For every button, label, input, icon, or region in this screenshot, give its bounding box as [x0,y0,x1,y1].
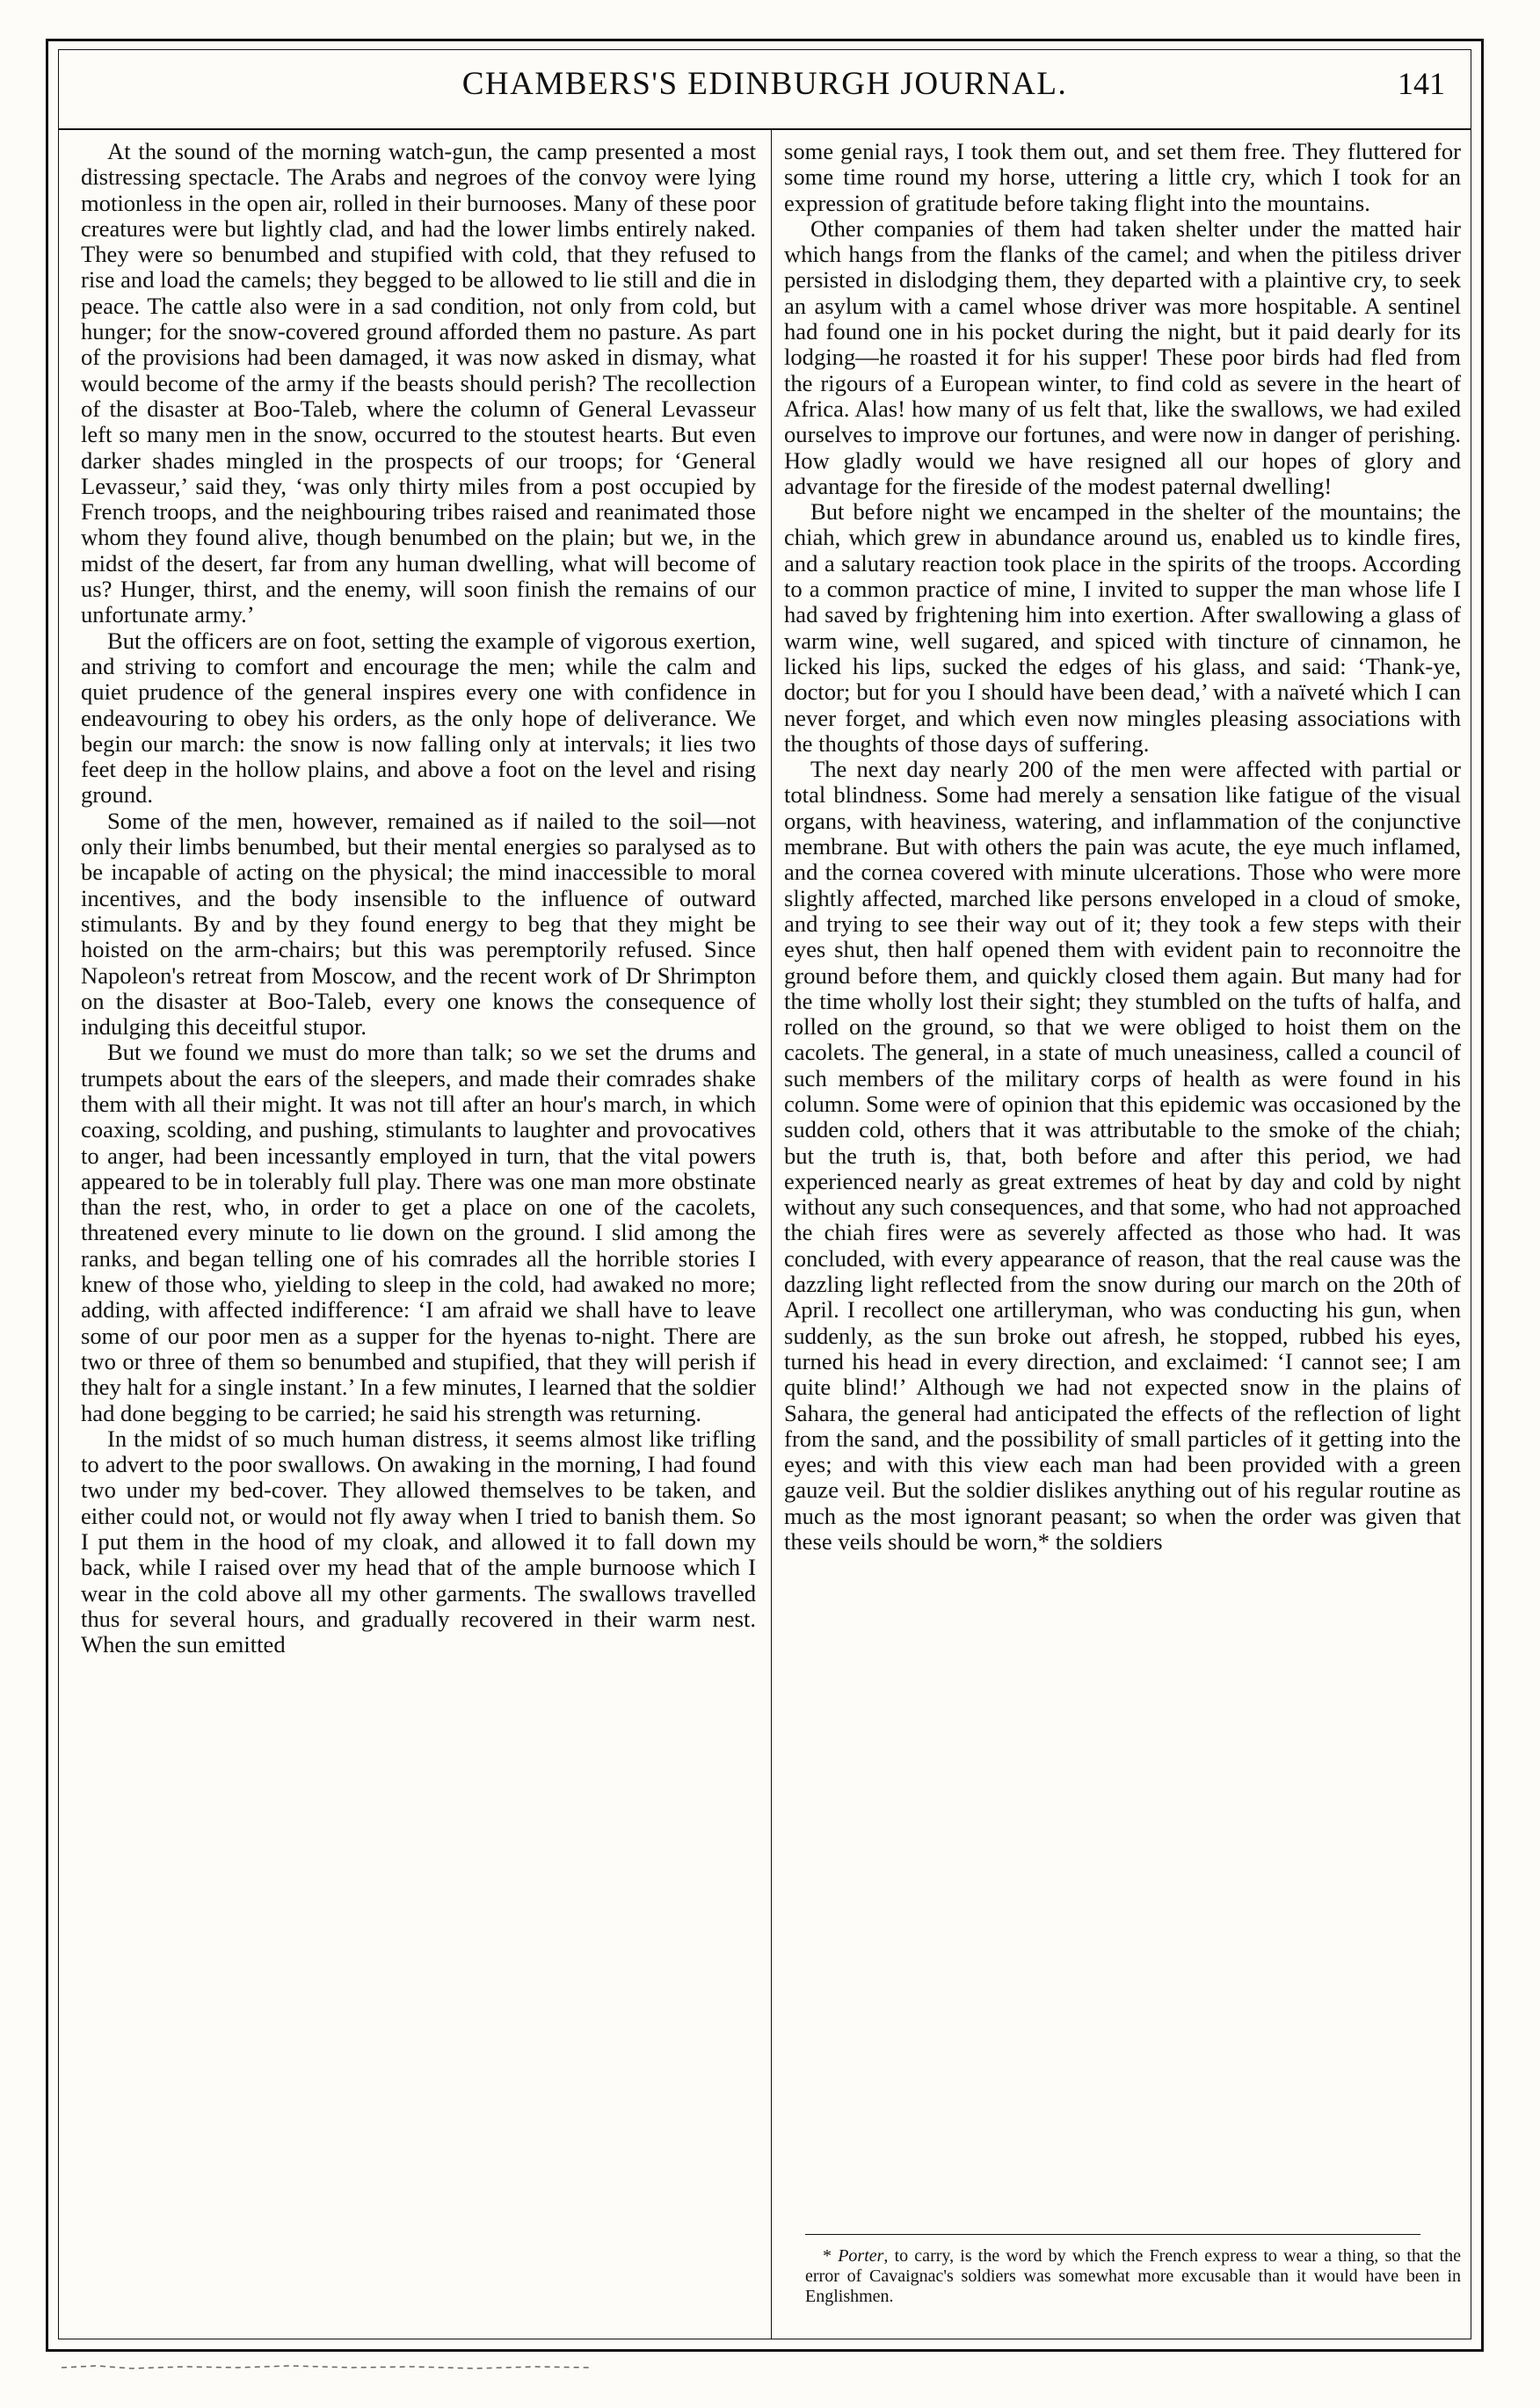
paragraph: some genial rays, I took them out, and set them free. They fluttered for some time round my horse, uttering a little cry, which I took for an expression of gratitude before taking flight into the mountains. [784,139,1461,216]
paragraph: Some of the men, however, remained as if nailed to the soil—not only their limbs benumbed, but their mental energies so paralysed as to be incapable of acting on the physical; the mind inaccessible to moral incentives, and the body insensible to the influence of outward stimulants. By and by they found energy to beg that they might be hoisted on the arm-chairs; but this was peremptorily refused. Since Napoleon's retreat from Moscow, and the recent work of Dr Shrimpton on the disaster at Boo-Taleb, every one knows the consequence of indulging this deceitful stupor. [81,807,756,1041]
journal-title: CHAMBERS'S EDINBURGH JOURNAL. [461,66,1068,102]
footnote-text: , to carry, is the word by which the French express to wear a thing, so that the error of Cavaignac's soldiers was somewhat more excusable than it would have been in Englishmen. [805,2246,1462,2306]
footnote-rule [805,2234,1420,2235]
running-header [58,58,1471,128]
paragraph: The next day nearly 200 of the men were affected with partial or total blindness. Some had merely a sensation like fatigue of the visual organs, with heaviness, watering, and inflammation of the conjunctive membrane. But with others the pain was acute, the eye much inflamed, and the cornea covered with minute ulcerations. Those who were more slightly affected, marched like persons enveloped in a cloud of smoke, and trying to see their way out of it; they took a few steps with their eyes shut, then half opened them with evident pain to reconnoitre the ground before them, and quickly closed them again. But many had for the time wholly lost their sight; they stumbled on the tufts of halfa, and rolled on the ground, so that we were obliged to hoist them on the cacolets. The general, in a state of much uneasiness, called a council of such members of the military corps of health as were found in his column. Some were of opinion that this epidemic was occasioned by the sudden cold, others that it was attributable to the smoke of the chiah; but the truth is, that, both before and after this period, we had experienced nearly as great extremes of heat by day and cold by night without any such consequences, and that some, who had not approached the chiah fires were as severely affected as those who had. It was concluded, with every appearance of reason, that the real cause was the dazzling light reflected from the snow during our march on the 20th of April. I recollect one artilleryman, who was conducting his gun, when suddenly, as the sun broke out afresh, he stopped, rubbed his eyes, turned his head in every direction, and exclaimed: ‘I cannot see; I am quite blind!’ Although we had not expected snow in the plains of Sahara, the general had anticipated the effects of the reflection of light from the sand, and the possibility of small particles of it getting into the eyes; and with this view each man had been provided with a green gauze veil. But the soldier dislikes anything out of his regular routine as much as the most ignorant peasant; so when the order was given that these veils should be worn,* the soldiers [784,756,1461,1556]
paragraph: In the midst of so much human distress, it seems almost like trifling to advert to the poor swallows. On awaking in the morning, I had found two under my bed-cover. They allowed themselves to be taken, and either could not, or would not fly away when I tried to banish them. So I put them in the hood of my cloak, and allowed it to fall down my back, while I raised over my head that of the ample burnoose which I wear in the cold above all my other garments. The swallows travelled thus for several hours, and gradually recovered in their warm nest. When the sun emitted [81,1425,756,1658]
footnote-marker: * [823,2246,832,2266]
footnote-term: Porter [838,2246,884,2266]
footnote [805,2246,1461,2307]
paragraph: But the officers are on foot, setting the example of vigorous exertion, and striving to comfort and encourage the men; while the calm and quiet prudence of the general inspires every one with confidence in endeavouring to obey his orders, as the only hope of deliverance. We begin our march: the snow is now falling only at intervals; it lies two feet deep in the hollow plains, and above a foot on the level and rising ground. [81,627,756,809]
paragraph: But before night we encamped in the shelter of the mountains; the chiah, which grew in abundance around us, enabled us to kindle fires, and a salutary reaction took place in the spirits of the troops. According to a common practice of mine, I invited to supper the man whose life I had saved by frightening him into exertion. After swallowing a glass of warm wine, well sugared, and spiced with tincture of cinnamon, he licked his lips, sucked the edges of his glass, and said: ‘Thank-ye, doctor; but for you I should have been dead,’ with a naïveté which I can never forget, and which even now mingles pleasing associations with the thoughts of those days of suffering. [784,498,1461,757]
page-number: 141 [1398,66,1445,101]
header-rule [58,128,1471,130]
left-column [81,139,756,2318]
paragraph: But we found we must do more than talk; so we set the drums and trumpets about the ears of the sleepers, and made their comrades shake them with all their might. It was not till after an hour's march, in which coaxing, scolding, and pushing, stimulants to laughter and provocatives to anger, had been incessantly employed in turn, that the vital powers appeared to be in tolerably full play. There was one man more obstinate than the rest, who, in order to get a place on one of the cacolets, threatened every minute to lie down on the ground. I slid among the ranks, and began telling one of his comrades all the horrible stories I knew of those who, yielding to sleep in the cold, had awaked no more; adding, with affected indifference: ‘I am afraid we shall have to leave some of our poor men as a supper for the hyenas to-night. There are two or three of them so benumbed and stupified, that they will perish if they halt for a single instant.’ In a few minutes, I learned that the soldier had done begging to be carried; he said his strength was returning. [81,1039,756,1426]
right-column [784,139,1461,2318]
paragraph: At the sound of the morning watch-gun, the camp presented a most distressing spectacle. The Arabs and negroes of the convoy were lying motionless in the open air, rolled in their burnooses. Many of these poor creatures were but lightly clad, and had the lower limbs entirely naked. They were so benumbed and stupified with cold, that they refused to rise and load the camels; they begged to be allowed to lie still and die in peace. The cattle also were in a sad condition, not only from cold, but hunger; for the snow-covered ground afforded them no pasture. As part of the provisions had been damaged, it was now asked in dismay, what would become of the army if the beasts should perish? The recollection of the disaster at Boo-Taleb, where the column of General Levasseur left so many men in the snow, occurred to the stoutest hearts. But even darker shades mingled in the prospects of our troops; for ‘General Levasseur,’ said they, ‘was only thirty miles from a post occupied by French troops, and the neighbouring tribes raised and reanimated those whom they found alive, though benumbed on the plain; but we, in the midst of the desert, far from any human dwelling, what will become of us? Hunger, thirst, and the enemy, will soon finish the remains of our unfortunate army.’ [81,139,756,628]
print-smudge [62,2362,589,2371]
paragraph: Other companies of them had taken shelter under the matted hair which hangs from the flanks of the camel; and when the pitiless driver persisted in dislodging them, they departed with a plaintive cry, to seek an asylum with a camel whose driver was more hospitable. A sentinel had found one in his pocket during the night, but it paid dearly for its lodging—he roasted it for his supper! These poor birds had fled from the rigours of a European winter, to find cold as severe in the heart of Africa. Alas! how many of us felt that, like the swallows, we had exiled ourselves to improve our fortunes, and were now in danger of perishing. How gladly would we have resigned all our hopes of glory and advantage for the fireside of the modest paternal dwelling! [784,214,1461,499]
column-divider [771,128,772,2339]
